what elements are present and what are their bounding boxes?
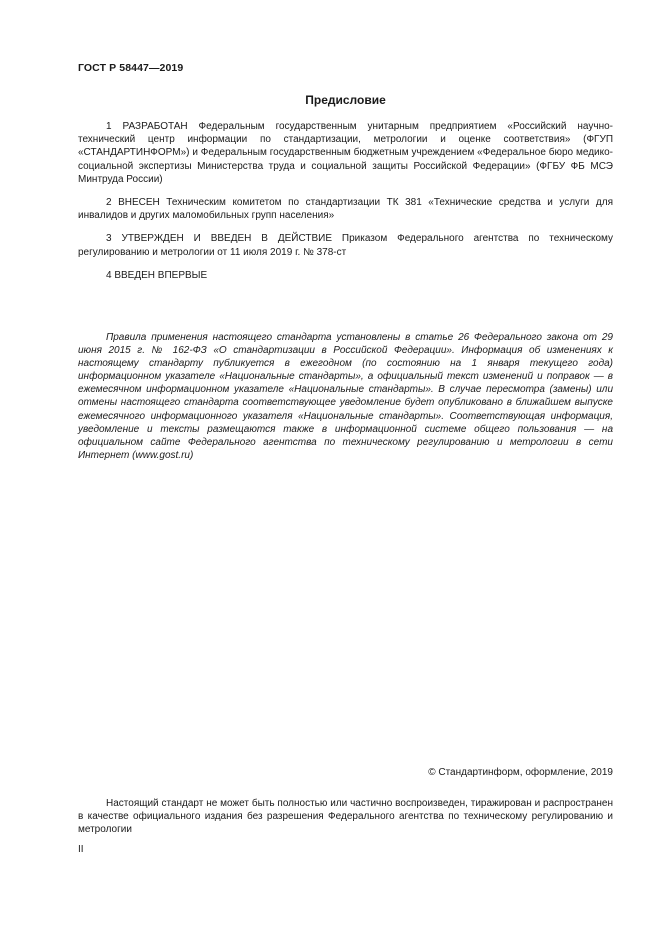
page-number: II [78, 844, 84, 855]
preface-paragraph-developed: 1 РАЗРАБОТАН Федеральным государственным унитарным предприятием «Российский научно-технический центр информации по стандартизации, метрологии и оценке соответствия» (ФГУП «СТАНДАРТИНФОРМ») и Федеральным государственным бюджетным учреждением «Федеральное бюро медико-социальной экспертизы Министерства труда и социальной защиты Российской Федерации» (ФГБУ ФБ МСЭ Минтруда России) [78, 121, 613, 185]
preface-paragraph-submitted: 2 ВНЕСЕН Техническим комитетом по стандартизации ТК 381 «Технические средства и услуги для инвалидов и других маломобильных групп населения» [78, 197, 613, 222]
reproduction-notice: Настоящий стандарт не может быть полностью или частично воспроизведен, тиражирован и распространен в качестве официального издания без разрешения Федерального агентства по техническому регулированию и метрологии [78, 798, 613, 836]
preface-title: Предисловие [305, 93, 386, 107]
preface-paragraph-introduced: 4 ВВЕДЕН ВПЕРВЫЕ [106, 269, 208, 281]
application-rules-notice: Правила применения настоящего стандарта установлены в статье 26 Федерального закона от 29 июня 2015 г. № 162-ФЗ «О стандартизации в Российской Федерации». Информация об изменениях к настоящему стандарту публикуется в ежегодном (по состоянию на 1 января текущего года) информационном указателе «Национальные стандарты», а официальный текст изменений и поправок — в ежемесячном информационном указателе «Национальные стандарты». В случае пересмотра (замены) или отмены настоящего стандарта соответствующее уведомление будет опубликовано в ближайшем выпуске ежемесячного информационного указателя «Национальные стандарты». Соответствующая информация, уведомление и тексты размещаются также в информационной системе общего пользования — на официальном сайте Федерального агентства по техническому регулированию и метрологии в сети Интернет (www.gost.ru) [78, 332, 613, 461]
document-code: ГОСТ Р 58447—2019 [78, 62, 184, 74]
copyright-line: © Стандартинформ, оформление, 2019 [428, 767, 613, 778]
preface-paragraph-approved: 3 УТВЕРЖДЕН И ВВЕДЕН В ДЕЙСТВИЕ Приказом Федерального агентства по техническому регулированию и метрологии от 11 июля 2019 г. № 378-ст [78, 233, 613, 258]
preface-content [78, 120, 613, 292]
